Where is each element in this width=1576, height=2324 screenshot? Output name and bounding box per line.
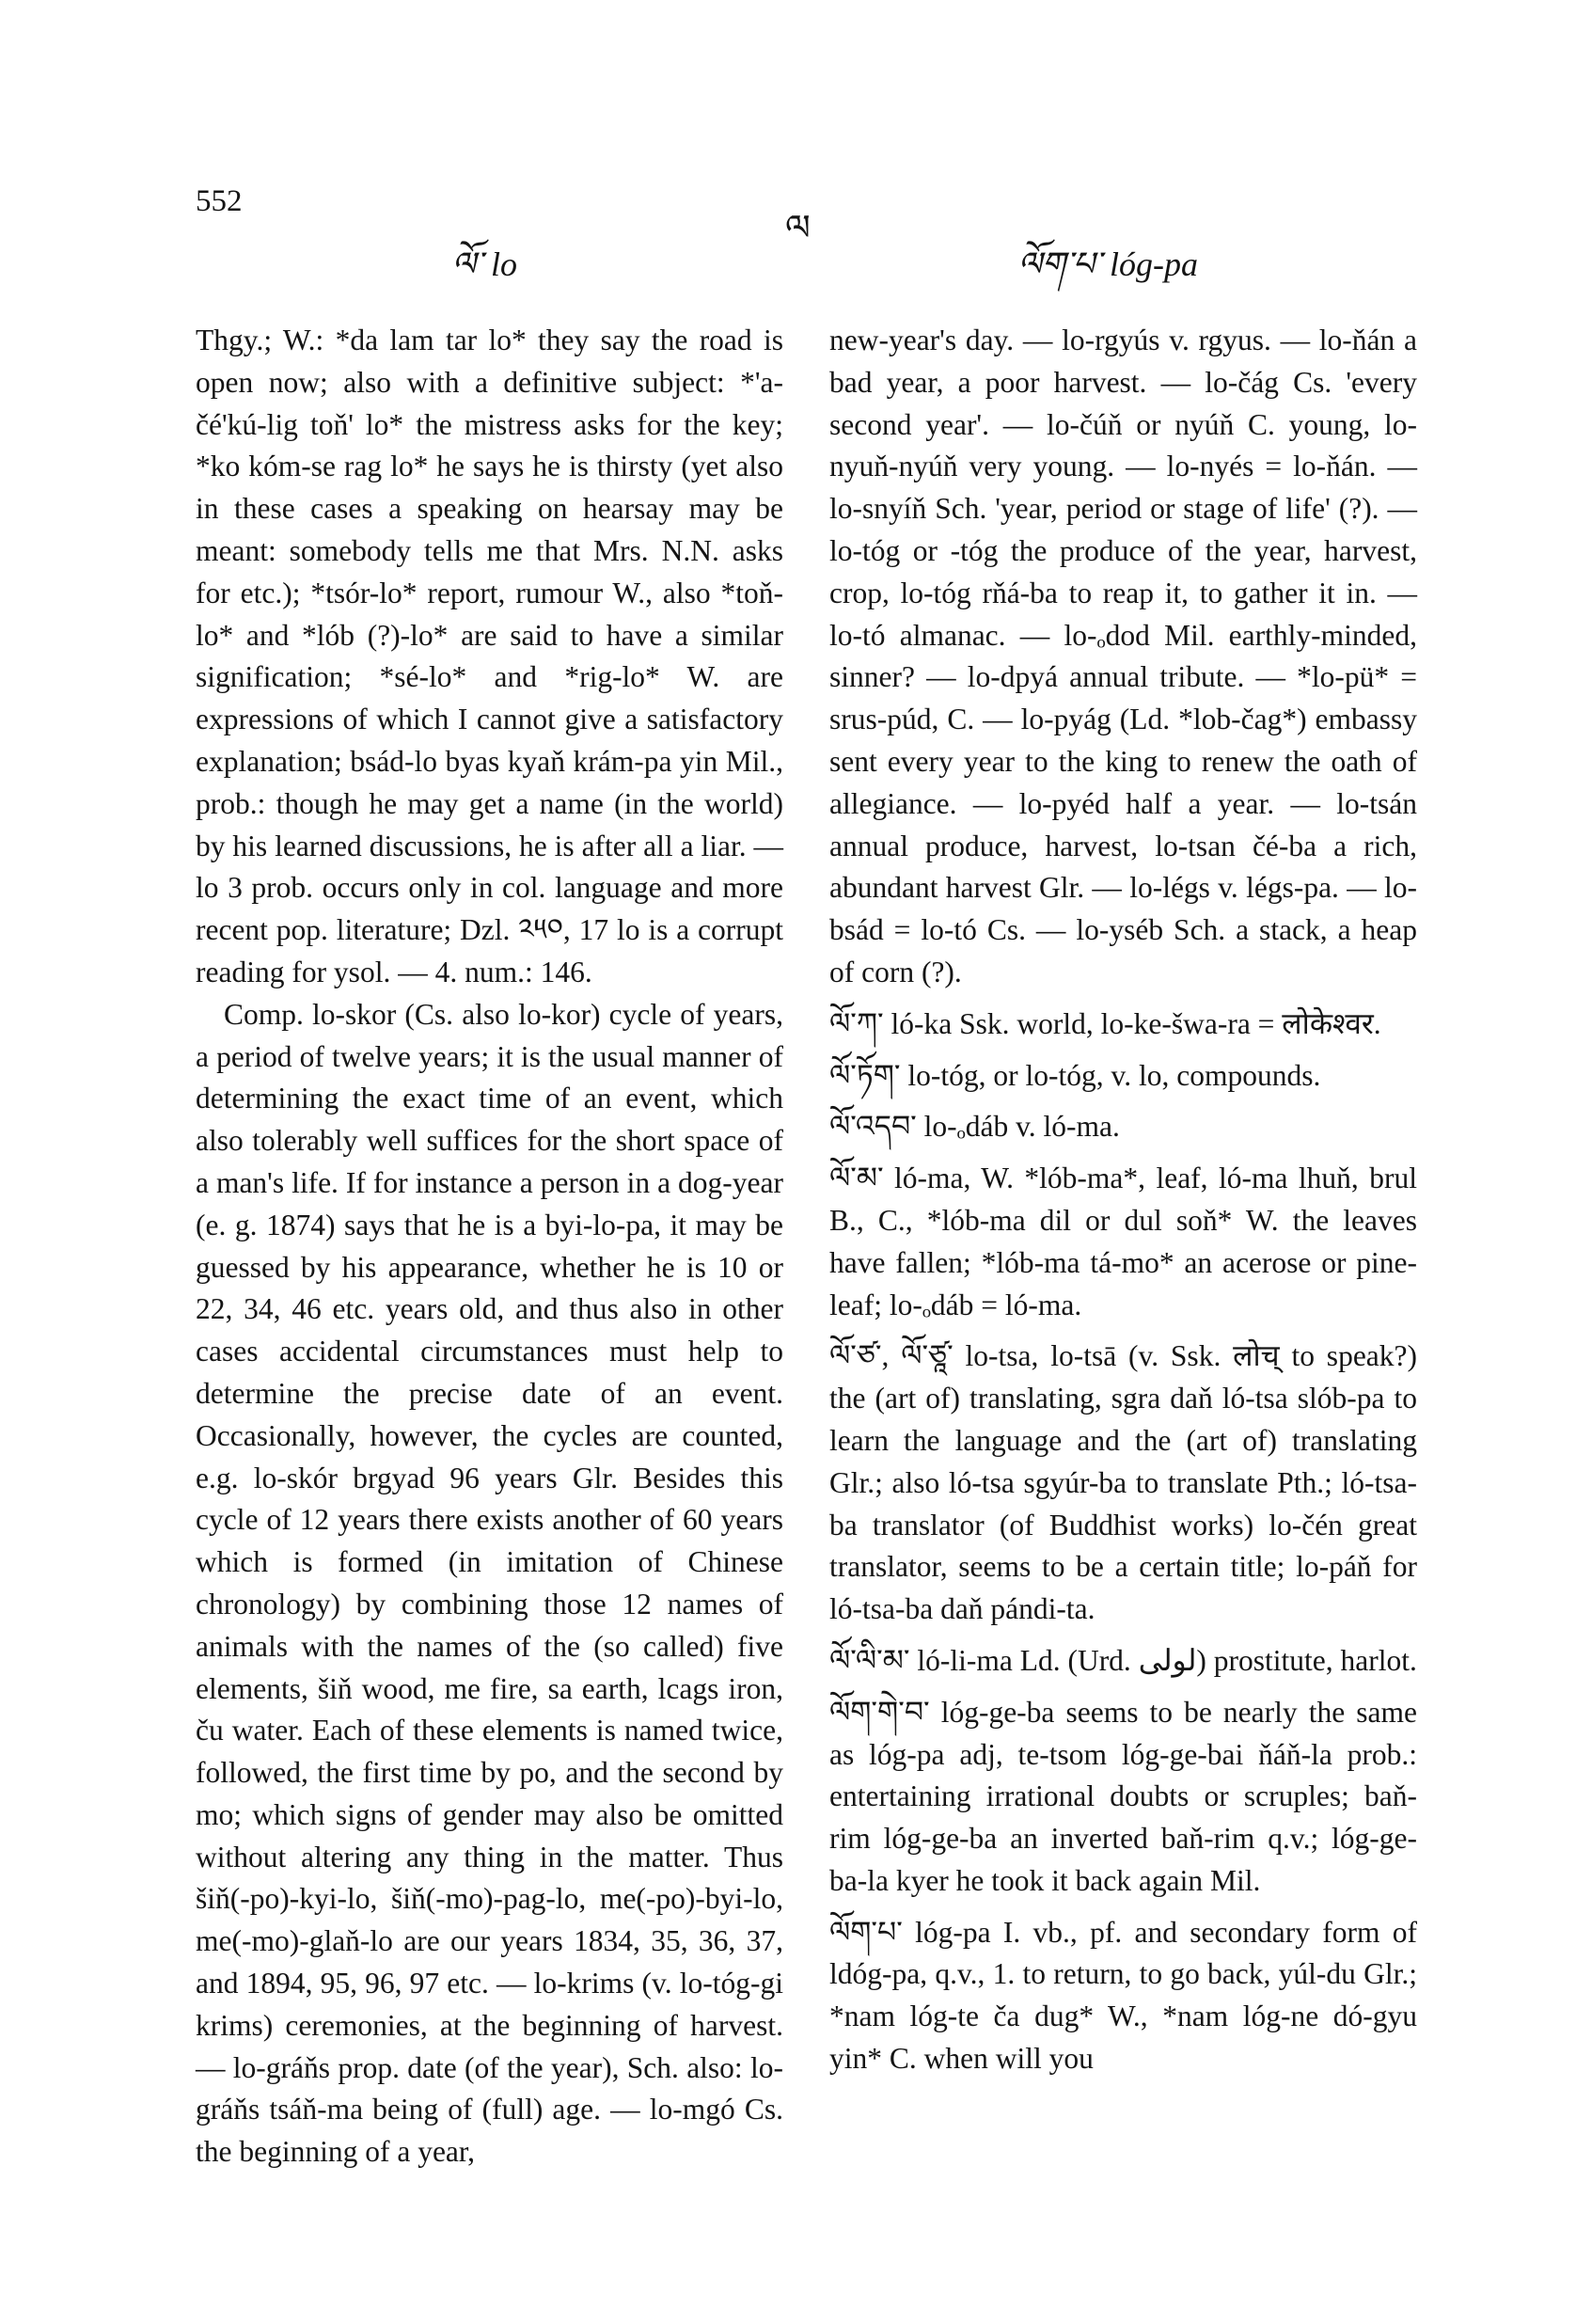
entry-lo-tog: ལོ་ཏོག་ lo-tóg, or lo-tóg, v. lo, compounds. xyxy=(829,1058,1321,1092)
entry-log-pa: ལོག་པ་ lóg-pa I. vb., pf. and secondary form of ldóg-pa, q.v., 1. to return, to go back, yúl-du Glr.; *nam lóg-te ča dug* W., *nam lóg-ne dó-gyu yin* C. when will you xyxy=(829,1915,1417,2076)
entry-lo-compounds-continued: new-year's day. — lo-rgyús v. rgyus. — lo-ňán a bad year, a poor harvest. — lo-čág Cs. 'every second year'. — lo-čúň or nyúň C. young, lo-nyuň-nyúň very young. — lo-nyés = lo-ňán. — lo-snyíň Sch. 'year, period or stage of life' (?). — lo-tóg or -tóg the produce of the year, harvest, crop, lo-tóg rňá-ba to reap it, to gather it in. — lo-tó almanac. — lo-ₒdod Mil. earthly-minded, sinner? — lo-dpyá annual tribute. — *lo-pü* = srus-púd, C. — lo-pyág (Ld. *lob-čag*) embassy sent every year to the king to renew the oath of allegiance. — lo-pyéd half a year. — lo-tsán annual produce, harvest, lo-tsan čé-ba a rich, abundant harvest Glr. — lo-légs v. légs-pa. — lo-bsád = lo-tó Cs. — lo-yséb Sch. a stack, a heap of corn (?). xyxy=(829,324,1417,988)
entry-lo-ka: ལོ་ཀ་ ló-ka Ssk. world, lo-ke-šwa-ra = लोकेश्वर. xyxy=(829,1006,1381,1040)
entry-lo-dab: ལོ་འདབ་ lo-ₒdáb v. ló-ma. xyxy=(829,1110,1120,1144)
left-running-head: ལོ་ lo xyxy=(451,245,517,283)
page-number: 552 xyxy=(196,184,243,218)
entry-lo-tsa: ལོ་ཙ་, ལོ་ཙཱ་ lo-tsa, lo-tsā (v. Ssk. लोच् to speak?) the (art of) translating, sgra daň ló-tsa slób-pa to learn the language and the (art of) translating Glr.; also ló-tsa sgyúr-ba to translate Pth.; ló-tsa-ba translator (of Buddhist works) lo-čén great translator, seems to be a certain title; lo-páň for ló-tsa-ba daň pándi-ta. xyxy=(829,1339,1417,1626)
right-column xyxy=(829,320,1417,2080)
section-letter: ལ xyxy=(785,209,811,248)
entry-lo-compounds: Comp. lo-skor (Cs. also lo-kor) cycle of years, a period of twelve years; it is the usual manner of determining the exact time of an event, which also tolerably well suffices for the short space of a man's life. If for instance a person in a dog-year (e. g. 1874) says that he is a byi-lo-pa, it may be guessed by his appearance, whether he is 10 or 22, 34, 46 etc. years old, and thus also in other cases accidental circumstances must help to determine the precise date of an event. Occasionally, however, the cycles are counted, e.g. lo-skór brgyad 96 years Glr. Besides this cycle of 12 years there exists another of 60 years which is formed (in imitation of Chinese chronology) by combining those 12 names of animals with the names of the (so called) five elements, šiň wood, me fire, sa earth, lcags iron, ču water. Each of these elements is named twice, followed, the first time by po, and the second by mo; which signs of gender may also be omitted without altering any thing in the matter. Thus šiň(-po)-kyi-lo, šiň(-mo)-pag-lo, me(-po)-byi-lo, me(-mo)-glaň-lo are our years 1834, 35, 36, 37, and 1894, 95, 96, 97 etc. — lo-krims (v. lo-tóg-gi krims) ceremonies, at the beginning of harvest. — lo-gráňs prop. date (of the year), Sch. also: lo-gráňs tsáň-ma being of (full) age. — lo-mgó Cs. the beginning of a year, xyxy=(196,997,783,2169)
entry-lo-li-ma: ལོ་ལི་མ་ ló-li-ma Ld. (Urd. لولی) prostitute, harlot. xyxy=(829,1643,1417,1677)
entry-log-ge-ba: ལོག་གེ་བ་ lóg-ge-ba seems to be nearly the same as lóg-pa adj, te-tsom lóg-ge-bai ňáň-la prob.: entertaining irrational doubts or scruples; baň-rim lóg-ge-ba an inverted baň-rim q.v.; lóg-ge-ba-la kyer he took it back again Mil. xyxy=(829,1695,1417,1897)
left-column xyxy=(196,320,783,2174)
entry-lo-continuation: Thgy.; W.: *da lam tar lo* they say the road is open now; also with a definitive subject: *'a-čé'kú-lig toň' lo* the mistress asks for the key; *ko kóm-se rag lo* he says he is thirsty (yet also in these cases a speaking on hearsay may be meant: somebody tells me that Mrs. N.N. asks for etc.); *tsór-lo* report, rumour W., also *toň-lo* and *lób (?)-lo* are said to have a similar signification; *sé-lo* and *rig-lo* W. are expressions of which I cannot give a satisfactory explanation; bsád-lo byas kyaň krám-pa yin Mil., prob.: though he may get a name (in the world) by his learned discussions, he is after all a liar. — lo 3 prob. occurs only in col. language and more recent pop. literature; Dzl. ༢༥༠, 17 lo is a corrupt reading for ysol. — 4. num.: 146. xyxy=(196,324,783,988)
right-running-head: ལོག་པ་ lóg-pa xyxy=(1017,245,1198,283)
entry-lo-ma: ལོ་མ་ ló-ma, W. *lób-ma*, leaf, ló-ma lhuň, brul B., C., *lób-ma dil or dul soň* W. the leaves have fallen; *lób-ma tá-mo* an acerose or pine-leaf; lo-ₒdáb = ló-ma. xyxy=(829,1162,1417,1321)
